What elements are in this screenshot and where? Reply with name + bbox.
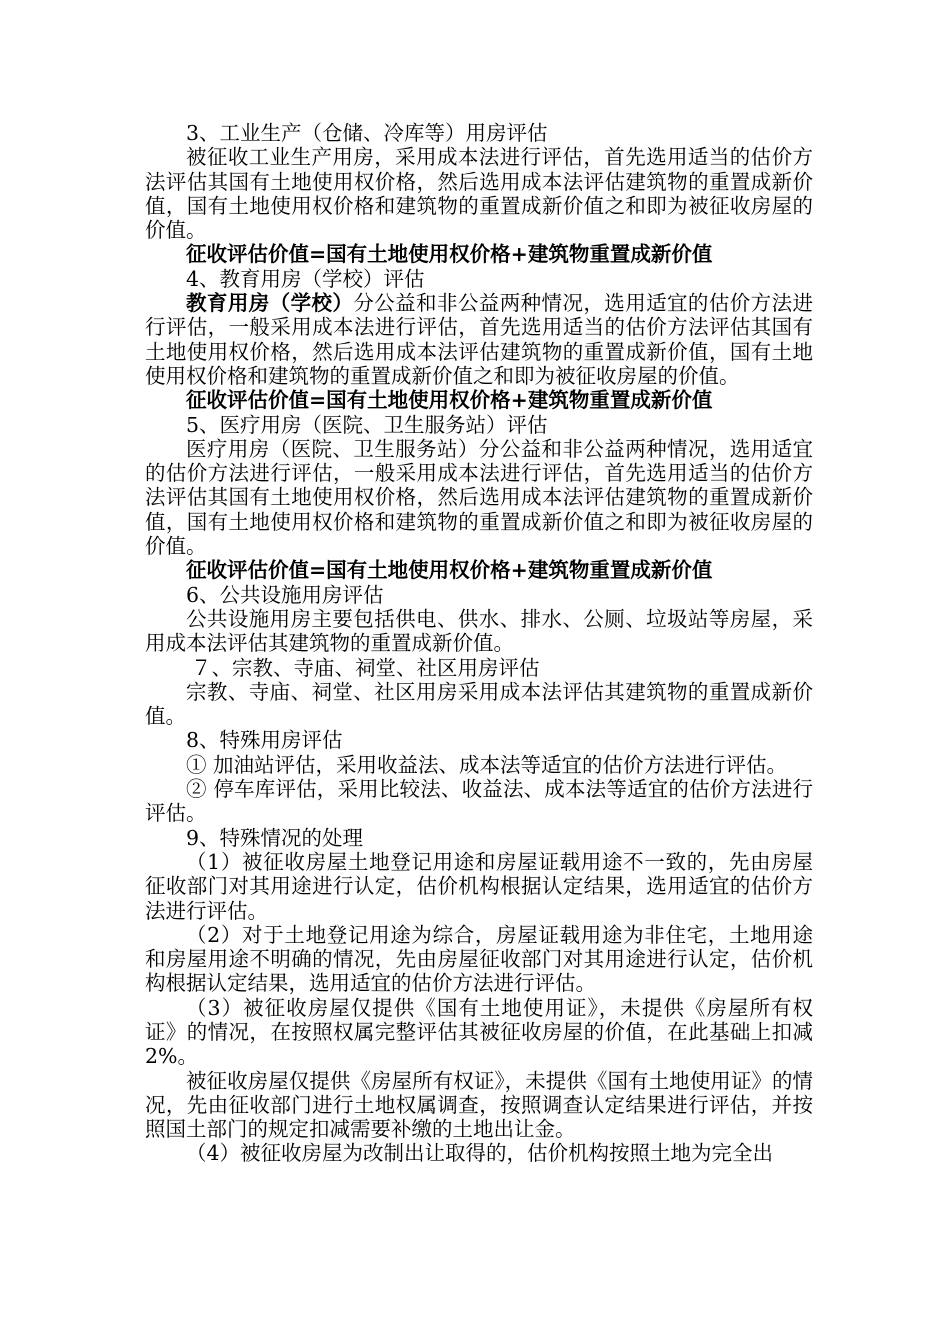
section-3-body: 被征收工业生产用房，采用成本法进行评估，首先选用适当的估价方法评估其国有土地使用权价格，然后选用成本法评估建筑物的重置成新价值，国有土地使用权价格和建筑物的重置成新价值之和即为被征收房屋的价值。 [145, 145, 813, 243]
section-7-body: 宗教、寺庙、祠堂、社区用房采用成本法评估其建筑物的重置成新价值。 [145, 679, 813, 729]
section-9-para-5: （4）被征收房屋为改制出让取得的，估价机构按照土地为完全出 [186, 1141, 774, 1166]
section-7-heading: ７、宗教、寺庙、祠堂、社区用房评估 [191, 655, 540, 680]
section-5-heading: 5、医疗用房（医院、卫生服务站）评估 [186, 412, 548, 437]
section-5-body: 医疗用房（医院、卫生服务站）分公益和非公益两种情况，选用适宜的估价方法进行评估，一般采用成本法进行评估，首先选用适当的估价方法评估其国有土地使用权价格，然后选用成本法评估建筑物的重置成新价值，国有土地使用权价格和建筑物的重置成新价值之和即为被征收房屋的价值。 [145, 436, 813, 559]
section-8-item-1: ① 加油站评估，采用收益法、成本法等适宜的估价方法进行评估。 [186, 752, 788, 777]
section-6-body: 公共设施用房主要包括供电、供水、排水、公厕、垃圾站等房屋，采用成本法评估其建筑物的重置成新价值。 [145, 606, 813, 656]
section-9-para-4: 被征收房屋仅提供《房屋所有权证》，未提供《国有土地使用证》的情况，先由征收部门进行土地权属调查，按照调查认定结果进行评估，并按照国土部门的规定扣减需要补缴的土地出让金。 [145, 1068, 813, 1142]
section-8-item-2: ② 停车库评估，采用比较法、收益法、成本法等适宜的估价方法进行评估。 [145, 777, 813, 826]
section-3-formula: 征收评估价值=国有土地使用权价格+建筑物重置成新价值 [186, 242, 713, 267]
section-5-formula: 征收评估价值=国有土地使用权价格+建筑物重置成新价值 [186, 558, 713, 583]
section-8-heading: 8、特殊用房评估 [186, 728, 343, 753]
section-9-para-2: （2）对于土地登记用途为综合，房屋证载用途为非住宅，土地用途和房屋用途不明确的情况，先由房屋征收部门对其用途进行认定，估价机构根据认定结果，选用适宜的估价方法进行评估。 [145, 922, 813, 996]
document-page [145, 121, 813, 1166]
section-4-body-rest: 分公益和非公益两种情况，选用适宜的估价方法进行评估，一般采用成本法进行评估，首先选用适当的估价方法评估其国有土地使用权价格，然后选用成本法评估建筑物的重置成新价值，国有土地使用权价格和建筑物的重置成新价值之和即为被征收房屋的价值。 [145, 291, 814, 388]
section-4-body-lead: 教育用房（学校） [186, 291, 354, 316]
section-4-formula: 征收评估价值=国有土地使用权价格+建筑物重置成新价值 [186, 388, 713, 413]
section-9-para-3: （3）被征收房屋仅提供《国有土地使用证》，未提供《房屋所有权证》的情况，在按照权属完整评估其被征收房屋的价值，在此基础上扣减 2%。 [145, 995, 813, 1069]
section-4-body [145, 291, 813, 388]
section-6-heading: 6、公共设施用房评估 [186, 582, 384, 607]
section-9-para-1: （1）被征收房屋土地登记用途和房屋证载用途不一致的，先由房屋征收部门对其用途进行认定，估价机构根据认定结果，选用适宜的估价方法进行评估。 [145, 849, 813, 923]
section-4-heading: 4、教育用房（学校）评估 [186, 266, 425, 291]
section-3-heading: 3、工业生产（仓储、冷库等）用房评估 [186, 121, 548, 145]
section-9-heading: 9、特殊情况的处理 [186, 825, 364, 850]
